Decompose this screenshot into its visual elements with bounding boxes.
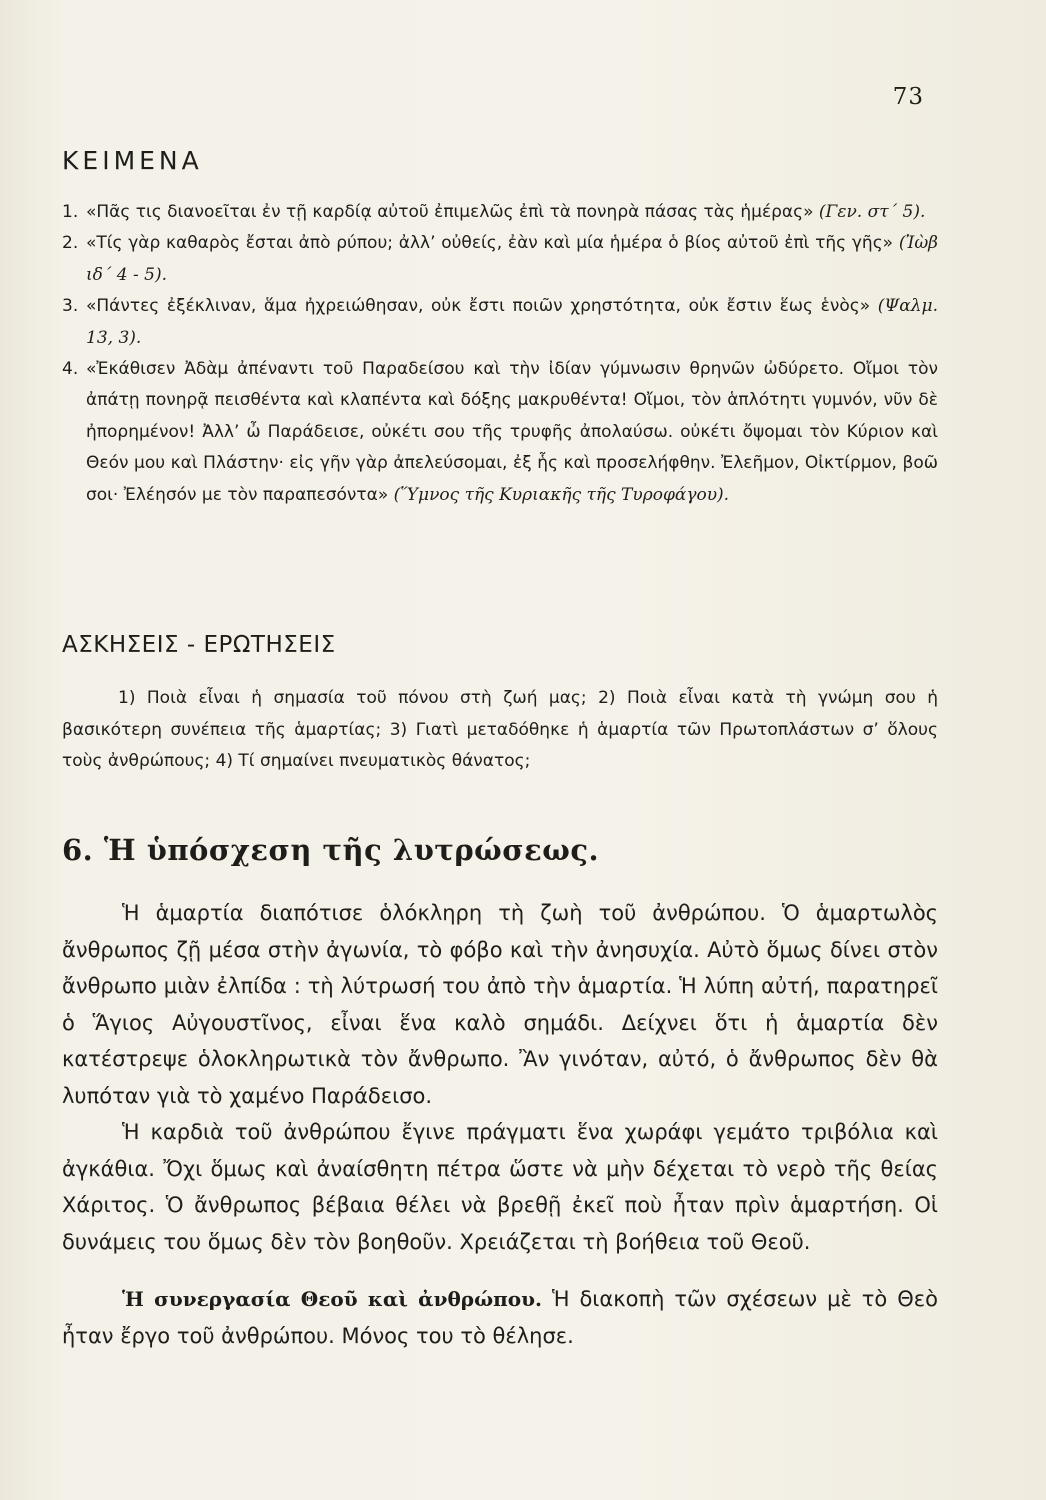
- exercises-title: ΑΣΚΗΣΕΙΣ - ΕΡΩΤΗΣΕΙΣ: [62, 632, 336, 658]
- text-item-number: 4.: [62, 359, 79, 380]
- texts-section-title: ΚΕΙΜΕΝΑ: [62, 146, 203, 175]
- exercises-questions: 1) Ποιὰ εἶναι ἡ σημασία τοῦ πόνου στὴ ζωή μας; 2) Ποιὰ εἶναι κατὰ τὴ γνώμη σου ἡ βασικότερη συνέπεια τῆς ἁμαρτίας; 3) Γιατὶ μεταδόθηκε ἡ ἁμαρτία τῶν Πρωτοπλάστων σ’ ὅλους τοὺς ἀνθρώπους; 4) Τί σημαίνει πνευματικὸς θάνατος;: [62, 688, 938, 771]
- subsection-heading: Ἡ συνεργασία Θεοῦ καὶ ἀνθρώπου.: [122, 1287, 542, 1311]
- text-item-number: 2.: [62, 233, 79, 254]
- text-item: [62, 354, 938, 511]
- text-item-citation: (Γεν. στ΄ 5).: [818, 202, 926, 222]
- text-item: [62, 291, 938, 354]
- text-item-citation: (Ὕμνος τῆς Κυριακῆς τῆς Τυροφάγου).: [393, 484, 730, 505]
- text-item-citation: (Ψαλμ. 13, 3).: [86, 296, 938, 348]
- text-item: [62, 228, 938, 291]
- text-item-quote: «Πάντες ἐξέκλιναν, ἅμα ἠχρειώθησαν, οὐκ ἔστι ποιῶν χρηστότητα, οὐκ ἔστιν ἕως ἑνὸς»: [86, 296, 871, 317]
- text-item-quote: «Τίς γὰρ καθαρὸς ἔσται ἀπὸ ρύπου; ἀλλ’ οὐθείς, ἐὰν καὶ μία ἡμέρα ὁ βίος αὐτοῦ ἐπὶ τῆς γῆς»: [86, 233, 894, 254]
- chapter-paragraph: Ἡ ἁμαρτία διαπότισε ὁλόκληρη τὴ ζωὴ τοῦ ἀνθρώπου. Ὁ ἁμαρτωλὸς ἄνθρωπος ζῇ μέσα στὴν ἀγωνία, τὸ φόβο καὶ τὴν ἀνησυχία. Αὐτὸ ὅμως δίνει στὸν ἄνθρωπο μιὰν ἐλπίδα : τὴ λύτρωσή του ἀπὸ τὴν ἁμαρτία. Ἡ λύπη αὐτή, παρατηρεῖ ὁ Ἅγιος Αὐγουστῖνος, εἶναι ἕνα καλὸ σημάδι. Δείχνει ὅτι ἡ ἁμαρτία δὲν κατέστρεψε ὁλοκληρωτικὰ τὸν ἄνθρωπο. Ἂν γινόταν, αὐτό, ὁ ἄνθρωπος δὲν θὰ λυπόταν γιὰ τὸ χαμένο Παράδεισο.: [62, 901, 938, 1108]
- subsection-paragraph: [62, 1281, 938, 1354]
- text-item-quote: «Πᾶς τις διανοεῖται ἐν τῇ καρδίᾳ αὐτοῦ ἐπιμελῶς ἐπὶ τὰ πονηρὰ πάσας τὰς ἡμέρας»: [86, 202, 814, 222]
- chapter-paragraph: Ἡ καρδιὰ τοῦ ἀνθρώπου ἔγινε πράγματι ἕνα χωράφι γεμάτο τριβόλια καὶ ἀγκάθια. Ὄχι ὅμως καὶ ἀναίσθητη πέτρα ὥστε νὰ μὴν δέχεται τὸ νερὸ τῆς θείας Χάριτος. Ὁ ἄνθρωπος βέβαια θέλει νὰ βρεθῇ ἐκεῖ ποὺ ἦταν πρὶν ἁμαρτήση. Οἱ δυνάμεις του ὅμως δὲν τὸν βοηθοῦν. Χρειάζεται τὴ βοήθεια τοῦ Θεοῦ.: [62, 1120, 938, 1254]
- text-item-citation: (Ἰὼβ ιδ΄ 4 - 5).: [86, 233, 939, 285]
- page-number: 73: [892, 84, 924, 110]
- chapter-body: [62, 895, 938, 1354]
- text-item-number: 3.: [62, 296, 79, 317]
- text-item-quote: «Ἐκάθισεν Ἀδὰμ ἀπέναντι τοῦ Παραδείσου καὶ τὴν ἰδίαν γύμνωσιν θρηνῶν ὠδύρετο. Οἴμοι τὸν ἀπάτῃ πονηρᾷ πεισθέντα καὶ κλαπέντα καὶ δόξης μακρυθέντα! Οἴμοι, τὸν ἁπλότητι γυμνόν, νῦν δὲ ἠπορημένον! Ἀλλ’ ὦ Παράδεισε, οὐκέτι σου τῆς τρυφῆς ἀπολαύσω. οὐκέτι ὄψομαι τὸν Κύριον καὶ Θεόν μου καὶ Πλάστην· εἰς γῆν γὰρ ἀπελεύσομαι, ἐξ ἧς καὶ προσελήφθην. Ἐλεῆμον, Οἰκτίρμον, βοῶ σοι· Ἐλέησόν με τὸν παραπεσόντα»: [86, 359, 938, 505]
- texts-list: [62, 197, 938, 511]
- text-item-number: 1.: [62, 202, 79, 222]
- chapter-title: 6. Ἡ ὑπόσχεση τῆς λυτρώσεως.: [62, 833, 600, 867]
- text-item: [62, 197, 938, 228]
- subsection-text: Ἡ διακοπὴ τῶν σχέσεων μὲ τὸ Θεὸ ἦταν ἔργο τοῦ ἀνθρώπου. Μόνος του τὸ θέλησε.: [62, 1287, 938, 1348]
